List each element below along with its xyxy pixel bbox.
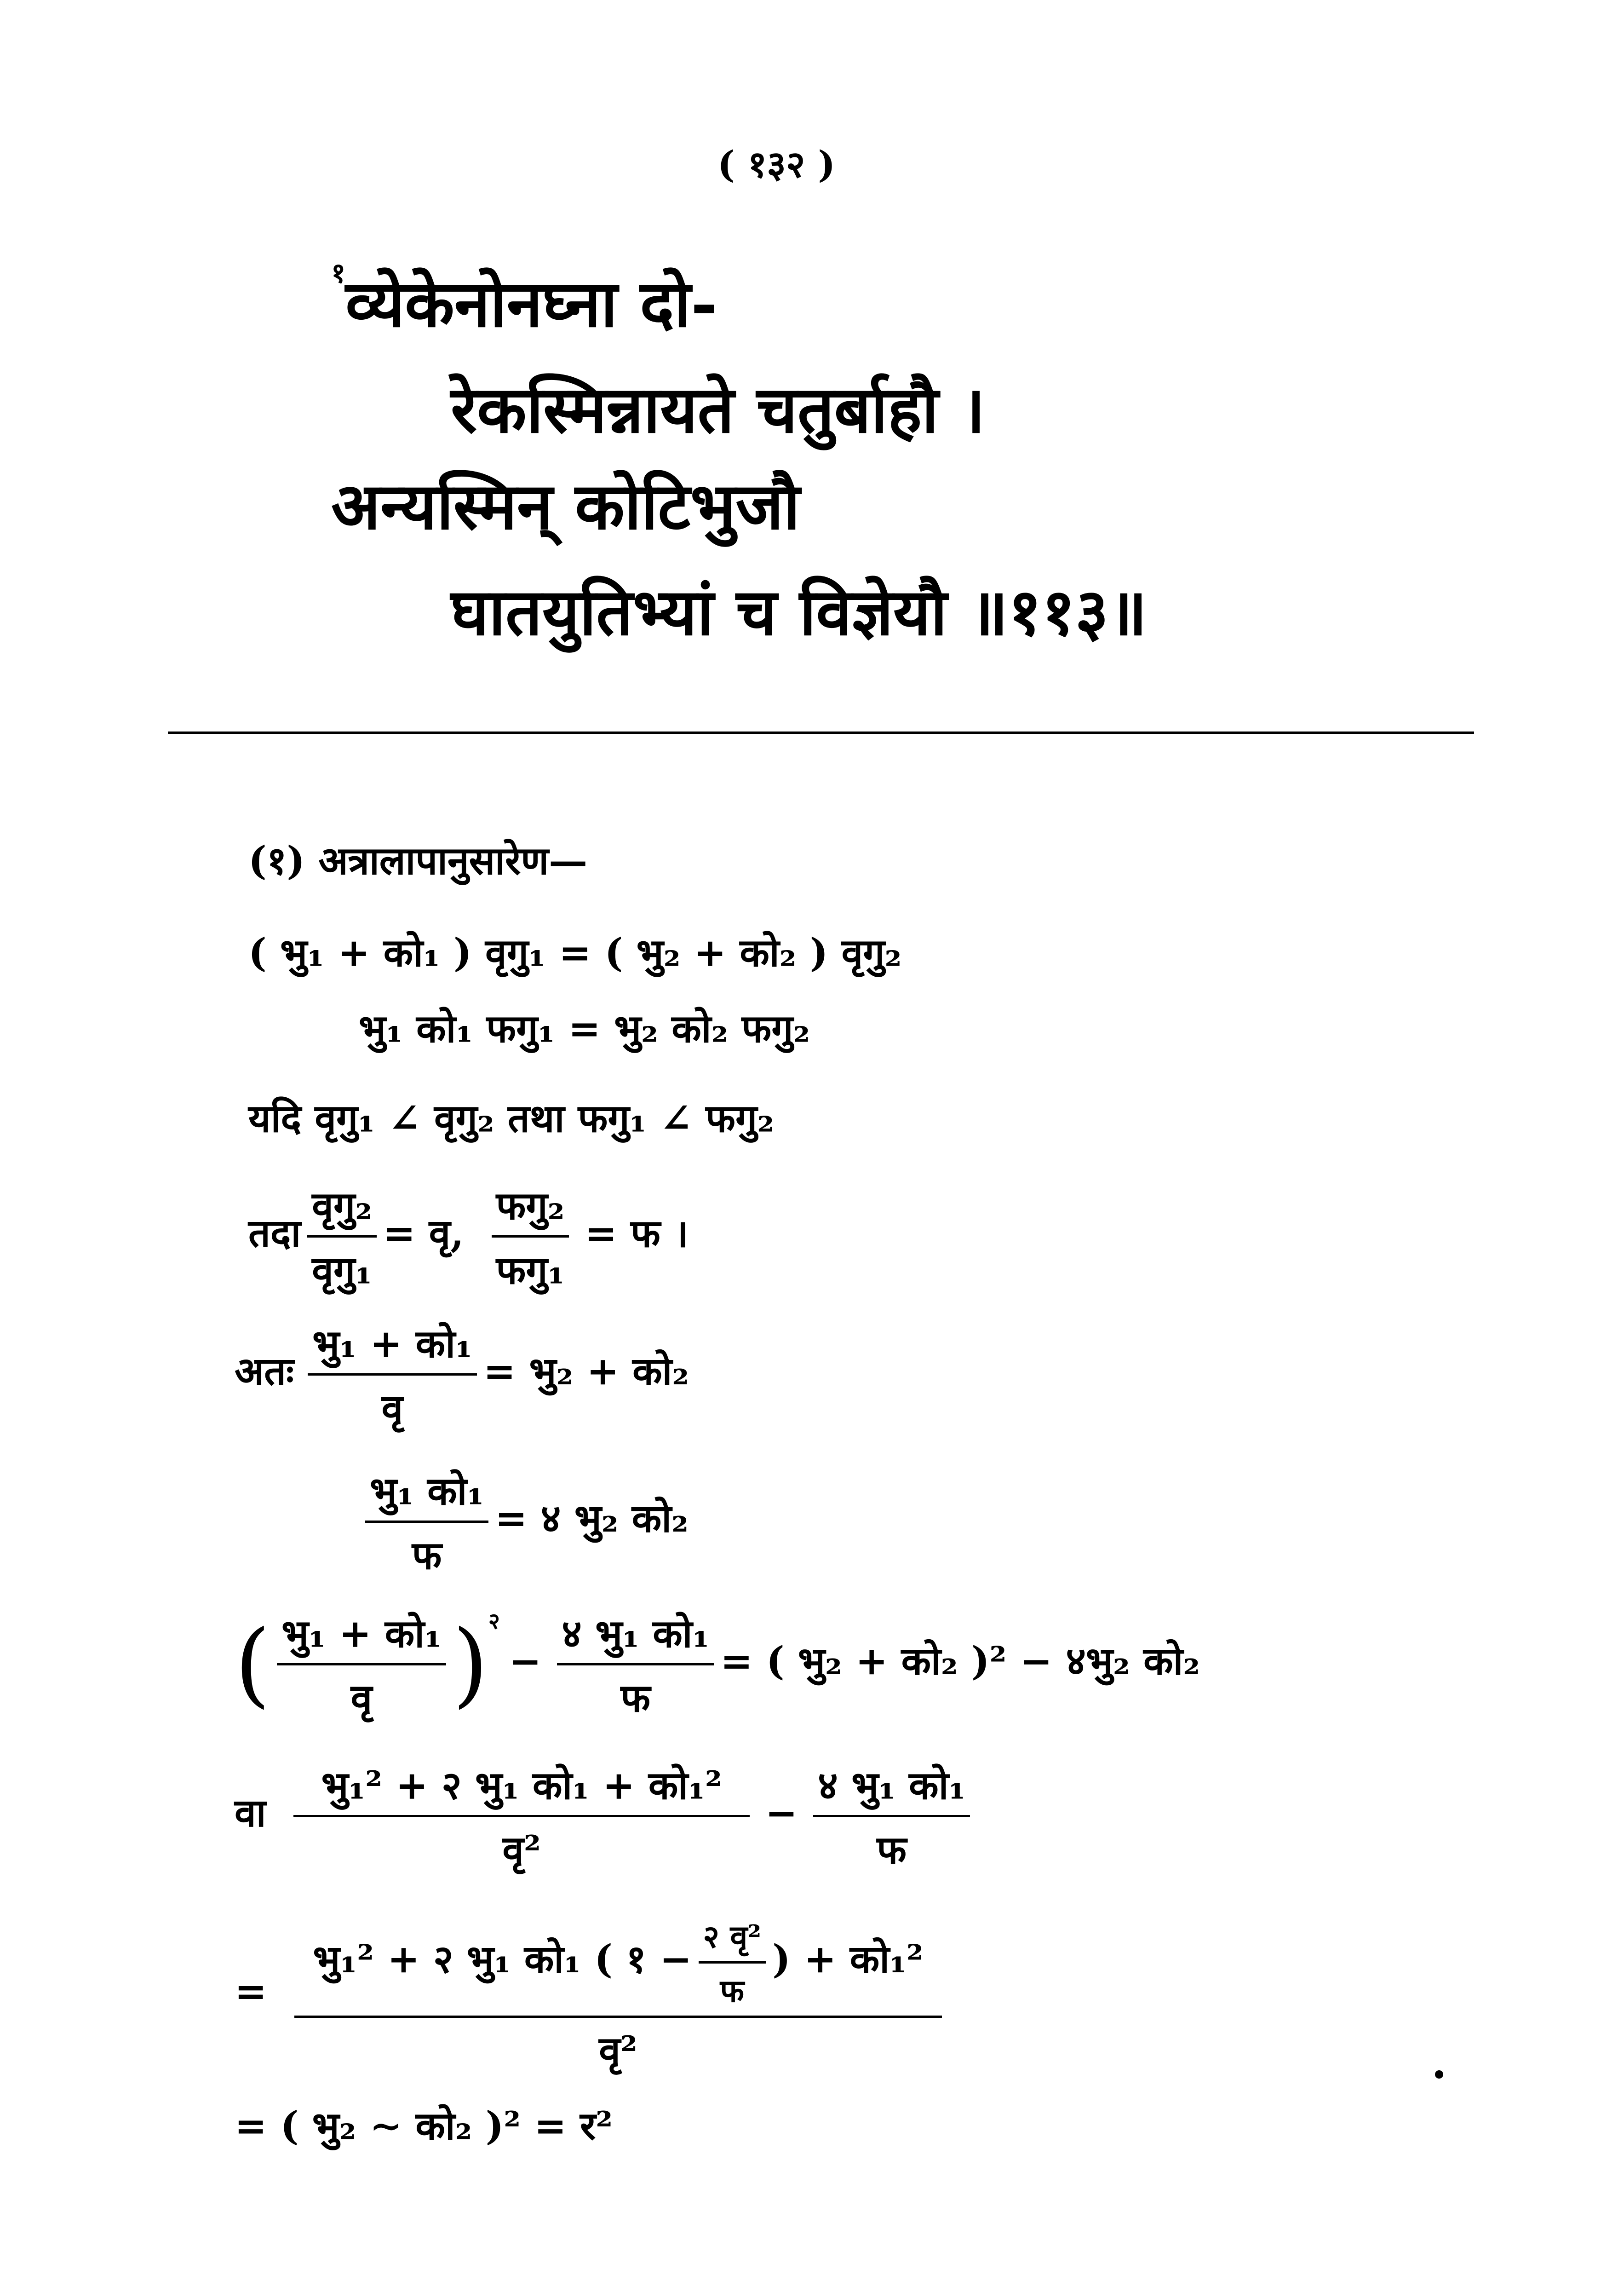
eq7-open-paren: (: [235, 1610, 271, 1718]
eq8-prefix: वा: [235, 1790, 266, 1836]
eq4-fraction-2: [492, 1178, 569, 1295]
eq4-f1-numerator: वृगु₂: [307, 1178, 377, 1238]
eq9-inner-fraction: [699, 1914, 766, 2011]
eq4-prefix: तदा: [248, 1210, 301, 1256]
eq7-f2-numerator: ४ भु₁ को₁: [557, 1606, 714, 1665]
eq5-rhs: = भु₂ + को₂: [483, 1348, 689, 1394]
eq7-rhs: = ( भु₂ + को₂ )² − ४भु₂ को₂: [720, 1638, 1200, 1684]
eq8-f1-numerator: भु₁² + २ भु₁ को₁ + को₁²: [293, 1757, 749, 1817]
eq8-fraction-2: [813, 1757, 970, 1875]
equation-8: [235, 1757, 976, 1875]
eq7-f1-numerator: भु₁ + को₁: [277, 1606, 446, 1665]
equation-9: [235, 1914, 948, 2075]
verse-line-3: अन्यस्मिन् कोटिभुजौ: [331, 469, 800, 544]
eq8-minus: −: [765, 1790, 798, 1836]
eq7-fraction-2: [557, 1606, 714, 1723]
equation-4: [248, 1178, 689, 1295]
eq5-denominator: वृ: [381, 1385, 403, 1431]
eq7-f1-denominator: वृ: [350, 1675, 373, 1721]
eq8-f1-denominator: वृ²: [502, 1827, 541, 1872]
eq7-minus: −: [509, 1638, 542, 1684]
eq6-rhs: = ४ भु₂ को₂: [495, 1495, 689, 1541]
verse-line-1: [331, 258, 717, 346]
verse-line-1-text: व्येकेनोनघ्ना दो-: [345, 266, 718, 342]
eq9-prefix: =: [235, 1968, 267, 2014]
eq4-fraction-1: [307, 1178, 377, 1295]
eq4-mid: = वृ,: [383, 1210, 464, 1256]
eq4-suffix: = फ ।: [585, 1210, 689, 1256]
eq7-close-paren: ): [452, 1610, 488, 1718]
eq8-f2-numerator: ४ भु₁ को₁: [813, 1757, 970, 1817]
eq6-numerator: भु₁ को₁: [365, 1463, 488, 1523]
page-number: ( १३२ ): [717, 143, 836, 186]
equation-10: = ( भु₂ ∼ को₂ )² = र²: [235, 2103, 613, 2149]
verse-line-4: घातयुतिभ्यां च विज्ञेयौ ॥११३॥: [451, 575, 1148, 650]
equation-5: [235, 1316, 689, 1433]
eq9-inner-numerator: २ वृ²: [699, 1914, 766, 1964]
eq5-fraction: [308, 1316, 477, 1433]
eq5-prefix: अतः: [235, 1348, 294, 1394]
equation-2: भु₁ को₁ फगु₁ = भु₂ को₂ फगु₂: [359, 1006, 810, 1051]
notes-heading: (१) अत्रालापानुसारेण—: [248, 838, 588, 883]
eq9-fraction: [294, 1914, 941, 2075]
equation-7: [235, 1606, 1200, 1723]
eq7-f2-denominator: फ: [620, 1675, 651, 1721]
equation-6: [359, 1463, 689, 1580]
eq4-f2-denominator: फगु₁: [496, 1247, 565, 1293]
eq8-f2-denominator: फ: [877, 1827, 907, 1872]
equation-3: यदि वृगु₁ ∠ वृगु₂ तथा फगु₁ ∠ फगु₂: [248, 1095, 775, 1141]
eq9-denominator: वृ²: [599, 2028, 637, 2073]
eq9-numerator-b: ) + को₁²: [772, 1936, 924, 1982]
eq9-inner-denominator: फ: [720, 1973, 745, 2010]
eq4-f1-denominator: वृगु₁: [312, 1247, 373, 1293]
eq9-numerator: [294, 1914, 941, 2018]
footnote-marker: १: [331, 257, 346, 289]
eq8-fraction-1: [293, 1757, 749, 1875]
eq7-fraction-1: [277, 1606, 446, 1723]
stray-mark: [1435, 2070, 1443, 2079]
verse-line-2: रेकस्मिन्नायते चतुर्बाहौ ।: [451, 372, 986, 448]
equation-1: ( भु₁ + को₁ ) वृगु₁ = ( भु₂ + को₂ ) वृगु₂: [248, 930, 902, 975]
eq7-exponent: २: [488, 1608, 500, 1634]
eq9-numerator-a: भु₁² + २ भु₁ को₁ ( १ −: [313, 1936, 692, 1982]
horizontal-rule: [168, 732, 1474, 734]
eq5-numerator: भु₁ + को₁: [308, 1316, 477, 1376]
eq6-denominator: फ: [412, 1532, 442, 1578]
eq4-f2-numerator: फगु₂: [492, 1178, 569, 1238]
eq6-fraction: [365, 1463, 488, 1580]
